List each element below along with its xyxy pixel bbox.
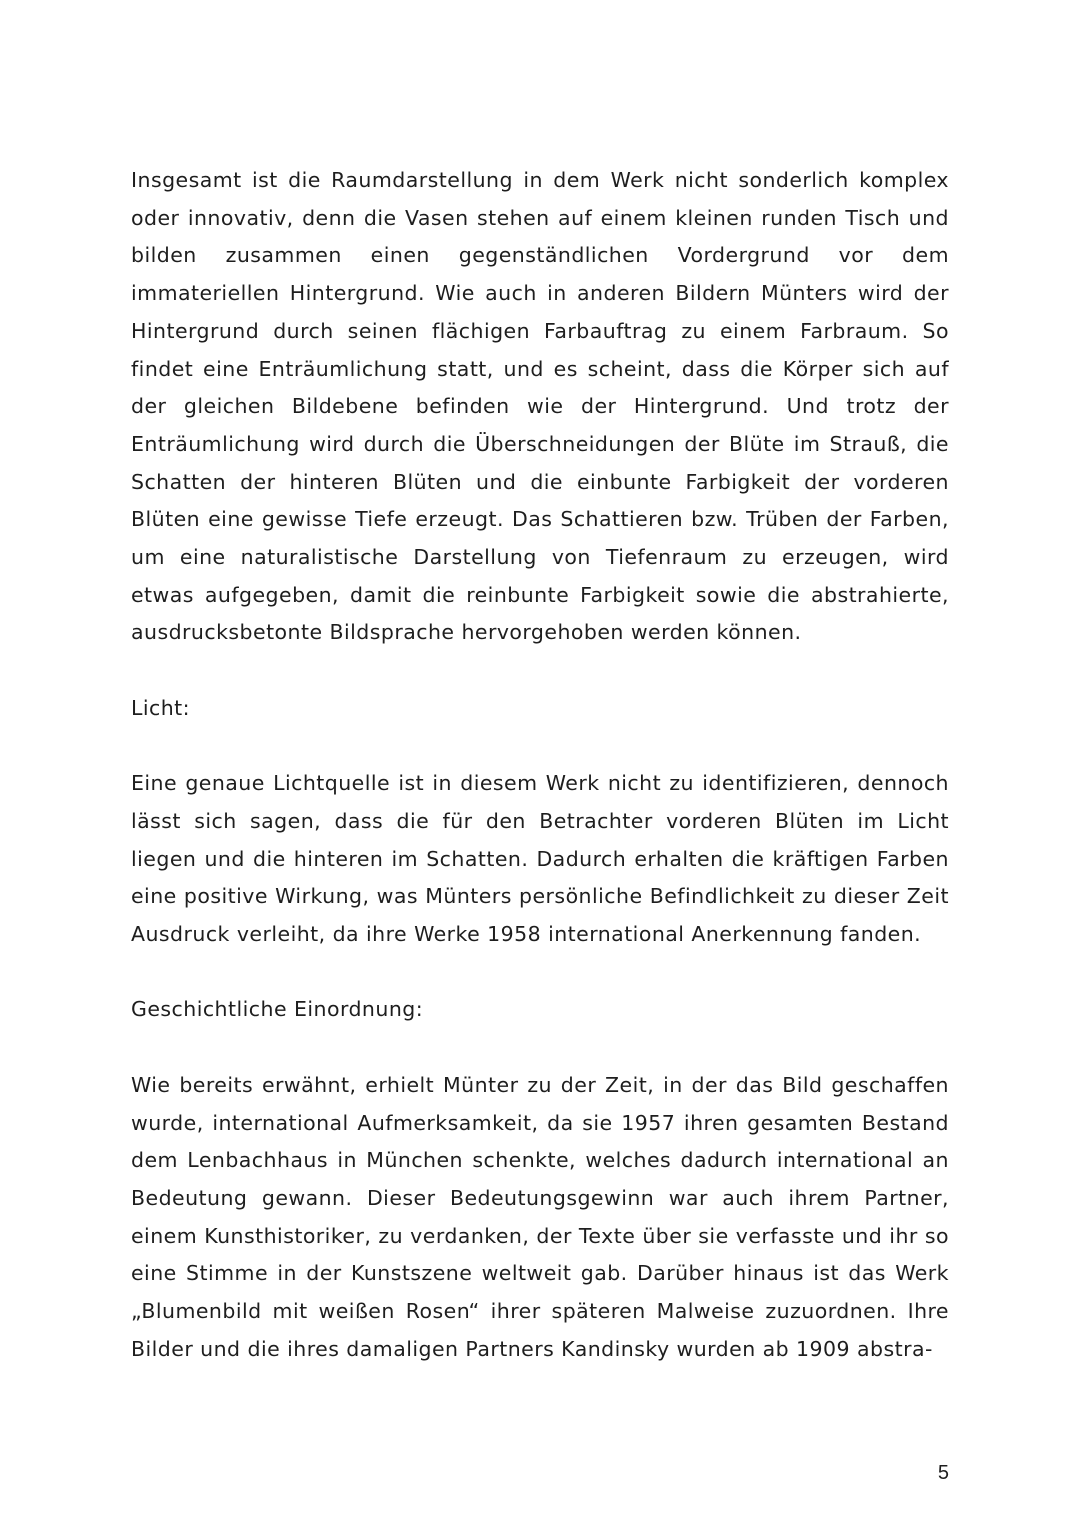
paragraph-geschichtliche-einordnung: Wie bereits erwähnt, erhielt Münter zu der Zeit, in der das Bild geschaffen wurde, international Aufmerksamkeit, da sie 1957 ihren gesamten Bestand dem Lenbachhaus in München schenkte, welches dadurch international an Bedeutung gewann. Dieser Bedeutungsgewinn war auch ihrem Partner, einem Kunsthistoriker, zu verdanken, der Texte über sie verfasste und ihr so eine Stimme in der Kunstszene weltweit gab. Darüber hinaus ist das Werk „Blumenbild mit weißen Rosen“ ihrer späteren Malweise zuzuordnen. Ihre Bilder und die ihres damaligen Partners Kandinsky wurden ab 1909 abstra-: [131, 1072, 949, 1361]
paragraph-raumdarstellung: Insgesamt ist die Raumdarstellung in dem Werk nicht sonderlich komplex oder innovativ, denn die Vasen stehen auf einem kleinen runden Tisch und bilden zusammen einen gegenständlichen Vordergrund vor dem immateriellen Hintergrund. Wie auch in anderen Bildern Münters wird der Hintergrund durch seinen flächigen Farbauftrag zu einem Farbraum. So findet eine Enträumlichung statt, und es scheint, dass die Körper sich auf der gleichen Bildebene befinden wie der Hintergrund. Und trotz der Enträumlichung wird durch die Überschneidungen der Blüte im Strauß, die Schatten der hinteren Blüten und die einbunte Farbigkeit der vorderen Blüten eine gewisse Tiefe erzeugt. Das Schattieren bzw. Trüben der Farben, um eine naturalistische Darstellung von Tiefenraum zu erzeugen, wird etwas aufgegeben, damit die reinbunte Farbigkeit sowie die abstrahierte, ausdrucksbetonte Bildsprache hervorgehoben werden können.: [131, 168, 949, 645]
paragraph-gap: [131, 728, 949, 766]
paragraph-gap: [131, 652, 949, 690]
page-content: [131, 162, 949, 1368]
section-heading-geschichtliche-einordnung: Geschichtliche Einordnung:: [131, 997, 424, 1022]
paragraph-gap: [131, 954, 949, 992]
paragraph-licht: Eine genaue Lichtquelle ist in diesem Werk nicht zu identifizieren, dennoch lässt sich sagen, dass die für den Betrachter vorderen Blüten im Licht liegen und die hinteren im Schatten. Dadurch erhalten die kräftigen Farben eine positive Wirkung, was Münters persönliche Befindlichkeit zu dieser Zeit Ausdruck verleiht, da ihre Werke 1958 international Anerkennung fanden.: [131, 771, 949, 947]
paragraph-gap: [131, 1029, 949, 1067]
page-number: 5: [937, 1462, 949, 1484]
section-heading-licht: Licht:: [131, 695, 191, 720]
